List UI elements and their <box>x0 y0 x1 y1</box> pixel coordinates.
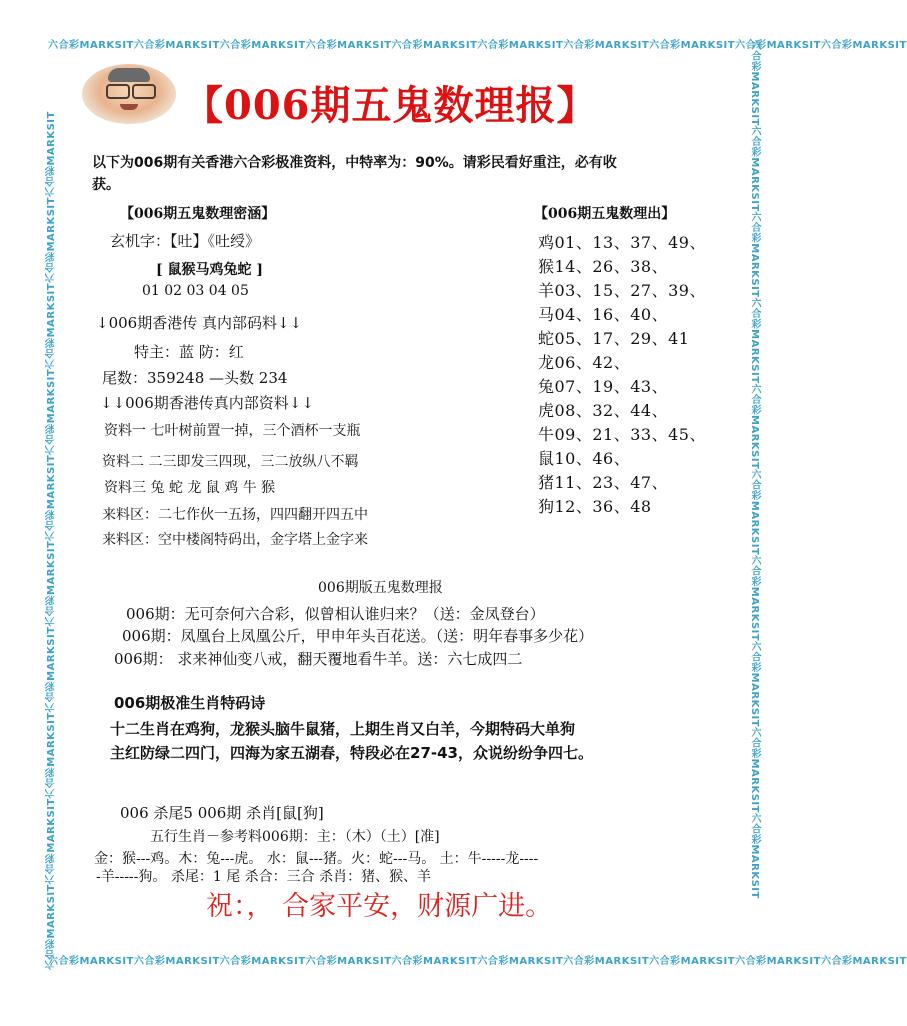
footer-wuxing-line: 五行生肖－参考料006期：主：（木）（土）[准] <box>150 829 440 845</box>
portrait-mouth <box>120 104 138 110</box>
portrait-glasses-left <box>106 84 130 99</box>
poem-line-2: 主红防绿二四门，四海为家五湖春，特段必在27-43，众说纷纷争四七。 <box>110 744 593 762</box>
portrait-hair <box>108 68 150 82</box>
edition-heading: 006期版五鬼数理报 <box>318 580 443 596</box>
data-row-4: 来料区：二七作伙一五扬，四四翻开四五中 <box>102 507 368 523</box>
list-item: 马04、16、40、 <box>538 305 669 324</box>
list-item: 蛇05、17、29、41 <box>538 329 690 348</box>
edition-row-1: 006期：无可奈何六合彩，似曾相认谁归来？（送：金凤登台） <box>126 605 545 623</box>
list-item: 狗12、36、48 <box>538 497 652 516</box>
secret-animals: [ 鼠猴马鸡兔蛇 ] <box>156 262 263 278</box>
portrait-photo <box>82 64 176 124</box>
border-right-watermark: 六合彩MARKSIT六合彩MARKSIT六合彩MARKSIT六合彩MARKSIT六合彩MARKSIT六合彩MARKSIT六合彩MARKSIT六合彩MARKSIT六合彩MARKSIT六合彩MARKSIT <box>749 40 760 899</box>
data-row-1: 资料一 七叶树前置一掉，三个酒杯一支瓶 <box>104 423 361 439</box>
data-row-3: 资料三 兔 蛇 龙 鼠 鸡 牛 猴 <box>104 480 276 496</box>
edition-row-2: 006期：凤凰台上凤凰公斤，甲申年头百花送。（送：明年春事多少花） <box>122 627 594 645</box>
list-item: 羊03、15、27、39、 <box>538 281 706 300</box>
border-bottom-watermark: 六合彩MARKSIT六合彩MARKSIT六合彩MARKSIT六合彩MARKSIT六合彩MARKSIT六合彩MARKSIT六合彩MARKSIT六合彩MARKSIT六合彩MARKSIT六合彩MARKSIT <box>48 956 907 967</box>
xuanji-text: 玄机字：【吐】《吐绶》 <box>110 232 261 250</box>
page-title: 【006期五鬼数理报】 <box>183 82 598 129</box>
weishu-text: 尾数：359248 —头数 234 <box>102 369 288 387</box>
footer-elements-line: 金：猴---鸡。木：兔---虎。 水：鼠---猪。火：蛇---马。 土：牛-----龙---- <box>94 851 539 867</box>
list-item: 兔07、19、43、 <box>538 377 669 396</box>
border-top-watermark: 六合彩MARKSIT六合彩MARKSIT六合彩MARKSIT六合彩MARKSIT六合彩MARKSIT六合彩MARKSIT六合彩MARKSIT六合彩MARKSIT六合彩MARKSIT六合彩MARKSIT <box>48 40 907 51</box>
tezhu-text: 特主：蓝 防：红 <box>134 343 244 361</box>
intro-line-2: 获。 <box>92 177 120 193</box>
data-row-2: 资料二 二三即发三四现，三二放纵八不羁 <box>102 454 359 470</box>
data-row-5: 来料区：空中楼阁特码出，金字塔上金字来 <box>102 532 368 548</box>
secret-heading: 【006期五鬼数理密涵】 <box>120 206 276 222</box>
list-item: 龙06、42、 <box>538 353 631 372</box>
list-item: 鸡01、13、37、49、 <box>538 233 706 252</box>
border-left-watermark: 六合彩MARKSIT六合彩MARKSIT六合彩MARKSIT六合彩MARKSIT六合彩MARKSIT六合彩MARKSIT六合彩MARKSIT六合彩MARKSIT六合彩MARKSIT六合彩MARKSIT <box>46 111 57 970</box>
right-heading: 【006期五鬼数理出】 <box>534 206 676 222</box>
edition-row-3: 006期： 求来神仙变八戒，翻天覆地看牛羊。送：六七成四二 <box>114 650 523 668</box>
footer-kill-tail-line: -羊-----狗。 杀尾：1 尾 杀合：三合 杀肖：猪、猴、羊 <box>96 869 432 885</box>
footer-kill-line: 006 杀尾5 006期 杀肖[鼠[狗] <box>120 804 324 822</box>
list-item: 猪11、23、47、 <box>538 473 669 492</box>
poem-line-1: 十二生肖在鸡狗，龙猴头脑牛鼠猪，上期生肖又白羊，今期特码大单狗 <box>110 720 576 738</box>
hk-code-heading: ↓006期香港传 真内部码料↓↓ <box>96 314 303 332</box>
list-item: 猴14、26、38、 <box>538 257 669 276</box>
secret-numbers: 01 02 03 04 05 <box>142 283 249 299</box>
portrait-glasses-right <box>132 84 156 99</box>
poem-heading: 006期极准生肖特码诗 <box>114 694 266 712</box>
list-item: 虎08、32、44、 <box>538 401 669 420</box>
intro-line-1: 以下为006期有关香港六合彩极准资料，中特率为：90%。请彩民看好重注，必有收 <box>92 155 617 171</box>
blessing-text: 祝：， 合家平安，财源广进。 <box>206 891 553 922</box>
hk-data-heading: ↓↓006期香港传真内部资料↓↓ <box>100 394 314 412</box>
list-item: 牛09、21、33、45、 <box>538 425 706 444</box>
list-item: 鼠10、46、 <box>538 449 631 468</box>
